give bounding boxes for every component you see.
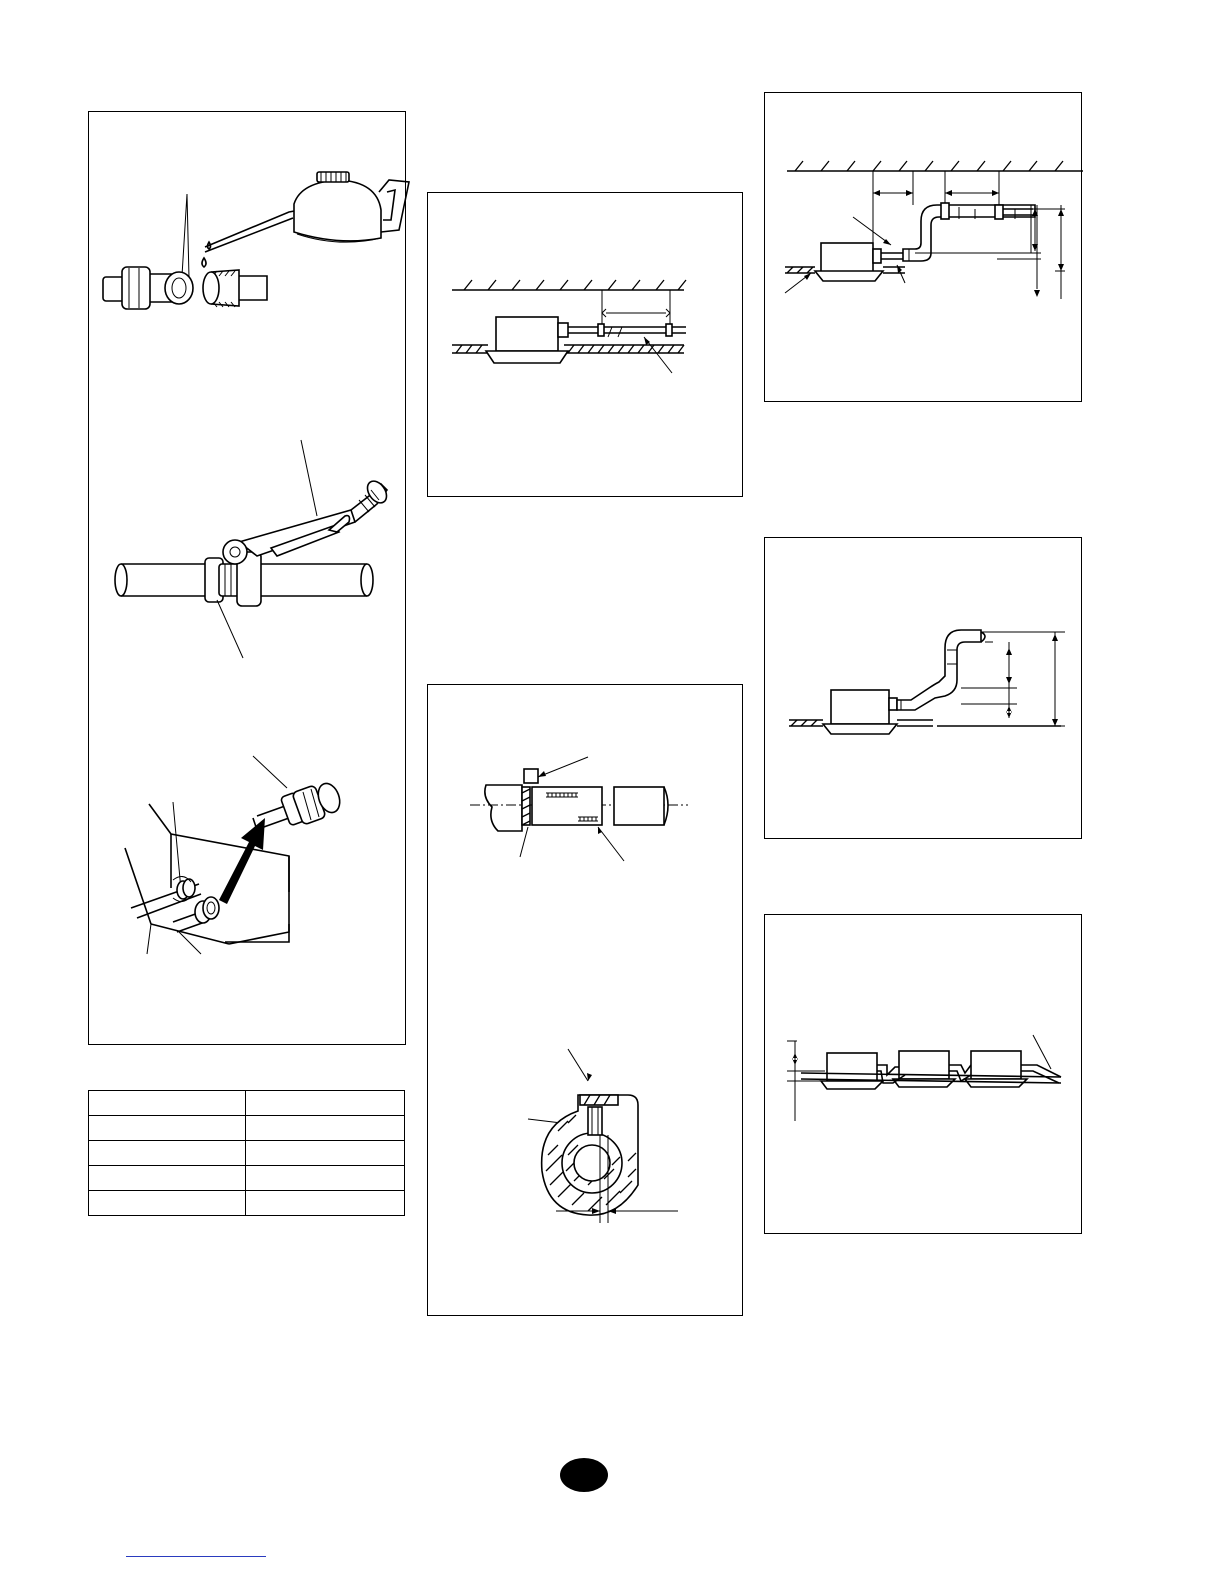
straight-pipe-hanger-figure [427, 192, 743, 497]
table-row [89, 1141, 405, 1166]
table-cell [246, 1141, 405, 1166]
flare-nut-oil-and-wrench-figure [88, 111, 406, 1045]
table-row [89, 1191, 405, 1216]
table-cell [89, 1166, 246, 1191]
raised-pipe-drawing [765, 93, 1083, 403]
table-cell [89, 1091, 246, 1116]
drain-rise-drawing [765, 538, 1083, 840]
drain-rise-figure [764, 537, 1082, 839]
table-cell [246, 1116, 405, 1141]
table-cell [89, 1116, 246, 1141]
insulation-drawing [428, 685, 744, 1317]
table-row [89, 1116, 405, 1141]
straight-pipe-drawing [428, 193, 744, 498]
table-cell [246, 1166, 405, 1191]
table-cell [246, 1191, 405, 1216]
table-row [89, 1166, 405, 1191]
raised-pipe-hanger-figure [764, 92, 1082, 402]
page-number-badge [560, 1458, 608, 1492]
pipe-joint-insulation-figure [427, 684, 743, 1316]
table-cell [246, 1091, 405, 1116]
table-cell [89, 1141, 246, 1166]
multi-unit-drain-figure [764, 914, 1082, 1234]
spec-table [88, 1090, 405, 1216]
table-cell [89, 1191, 246, 1216]
footer-link-rule [126, 1556, 266, 1557]
multi-unit-drawing [765, 915, 1083, 1235]
flare-figure-drawing [89, 112, 407, 1046]
table-row [89, 1091, 405, 1116]
